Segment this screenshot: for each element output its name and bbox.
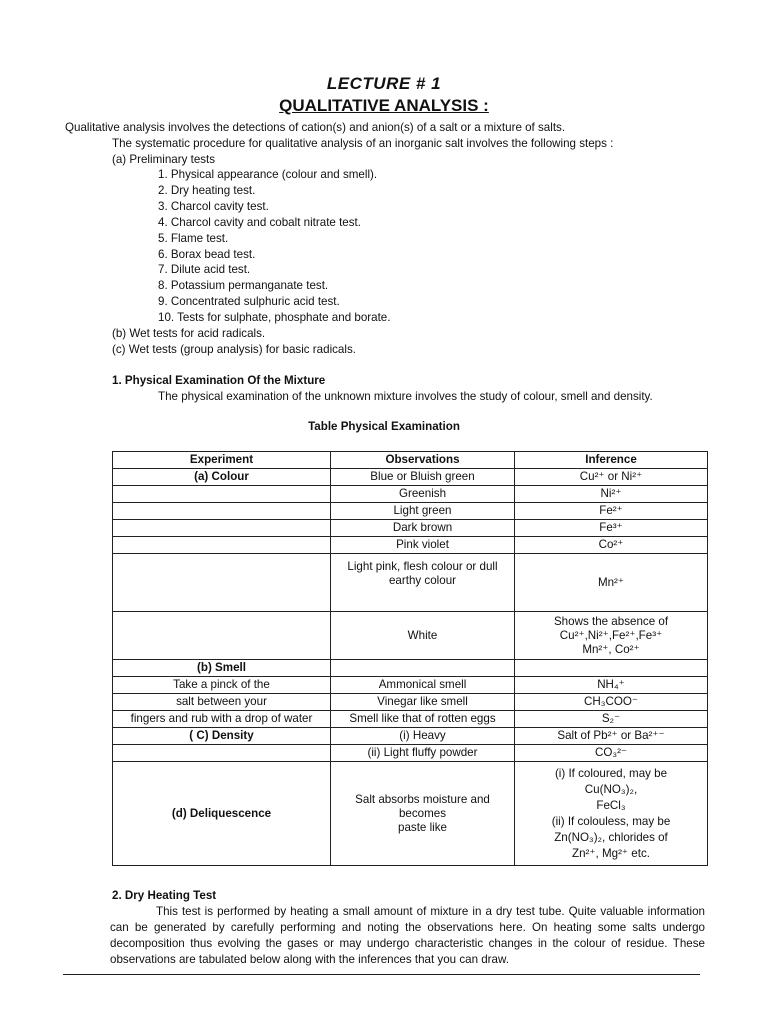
inf-cell: Fe²⁺: [515, 503, 708, 520]
step-item: 3. Charcol cavity test.: [158, 200, 269, 213]
inf-cell: CO₃²⁻: [515, 745, 708, 762]
absence-line: Shows the absence of: [553, 614, 669, 628]
wet-basic-label: (c) Wet tests (group analysis) for basic radicals.: [112, 343, 356, 356]
obs-cell: Smell like that of rotten eggs: [331, 711, 515, 728]
exp-cell: fingers and rub with a drop of water: [113, 711, 331, 728]
inf-cell: Cu²⁺ or Ni²⁺: [515, 469, 708, 486]
table-row: [113, 554, 708, 612]
section2-heading: 2. Dry Heating Test: [112, 889, 217, 902]
footer-rule: [63, 974, 700, 975]
obs-cell: [331, 762, 515, 866]
table-row: [113, 745, 708, 762]
obs-cell: Vinegar like smell: [331, 694, 515, 711]
table-row: [113, 486, 708, 503]
table-header-row: [113, 452, 708, 469]
obs-cell: Light green: [331, 503, 515, 520]
deliq-inf-line: Cu(NO₃)₂,: [584, 782, 638, 796]
table-title: Table Physical Examination: [308, 420, 460, 433]
table-row: [113, 537, 708, 554]
obs-cell: Ammonical smell: [331, 677, 515, 694]
deliq-obs-line: becomes: [398, 806, 447, 820]
table-row: [113, 728, 708, 745]
lecture-heading: LECTURE # 1: [326, 74, 442, 93]
inf-cell: Ni²⁺: [515, 486, 708, 503]
inf-cell: NH₄⁺: [515, 677, 708, 694]
intro-line-1: Qualitative analysis involves the detections of cation(s) and anion(s) of a salt or a mixture of salts.: [65, 121, 566, 134]
obs-cell: Pink violet: [331, 537, 515, 554]
inf-cell: [515, 612, 708, 660]
table-row: [113, 503, 708, 520]
section2-text: This test is performed by heating a small amount of mixture in a dry test tube. Quite valuable information can be generated by carefully performing and noting the observations here. On heating some salts undergo decomposition thus evolving the gases or may undergo characteristic changes in the colour of residue. These observations are tabulated below along with the inferences that you can draw.: [110, 905, 705, 966]
obs-cell: Dark brown: [331, 520, 515, 537]
step-item: 8. Potassium permanganate test.: [158, 279, 329, 292]
exp-cell: Take a pinck of the: [113, 677, 331, 694]
header-observations: Observations: [331, 452, 515, 469]
table-row: [113, 762, 708, 866]
obs-cell: Greenish: [331, 486, 515, 503]
obs-cell: White: [331, 612, 515, 660]
inf-cell: Mn²⁺: [515, 554, 708, 612]
deliq-inf-line: (ii) If colouless, may be: [551, 814, 671, 828]
step-item: 6. Borax bead test.: [158, 248, 256, 261]
inf-cell: [515, 762, 708, 866]
page-title: [0, 96, 768, 116]
inf-cell: Fe³⁺: [515, 520, 708, 537]
smell-label: (b) Smell: [113, 660, 331, 677]
table-row: [113, 612, 708, 660]
exp-cell: salt between your: [113, 694, 331, 711]
density-label: ( C) Density: [113, 728, 331, 745]
table-row: [113, 469, 708, 486]
deliq-obs-line: Salt absorbs moisture and: [355, 792, 490, 806]
inf-cell: S₂⁻: [515, 711, 708, 728]
colour-label: (a) Colour: [113, 469, 331, 486]
table-row: [113, 694, 708, 711]
table-row: [113, 520, 708, 537]
section1-text: The physical examination of the unknown mixture involves the study of colour, smell and density.: [158, 390, 653, 403]
table-row: [113, 677, 708, 694]
preliminary-tests-label: (a) Preliminary tests: [112, 153, 216, 166]
absence-line: Mn²⁺, Co²⁺: [582, 642, 640, 656]
deliq-inf-line: (i) If coloured, may be: [554, 766, 668, 780]
step-item: 10. Tests for sulphate, phosphate and borate.: [158, 311, 391, 324]
table-row: [113, 711, 708, 728]
page-title-text: QUALITATIVE ANALYSIS :: [279, 96, 489, 115]
section1-heading: 1. Physical Examination Of the Mixture: [112, 374, 326, 387]
deliq-inf-line: FeCl₃: [596, 798, 626, 812]
step-item: 9. Concentrated sulphuric acid test.: [158, 295, 340, 308]
inf-cell: Salt of Pb²⁺ or Ba²⁺⁻: [515, 728, 708, 745]
step-item: 7. Dilute acid test.: [158, 263, 251, 276]
obs-cell: Light pink, flesh colour or dull earthy colour: [331, 554, 515, 612]
deliq-obs-line: paste like: [398, 820, 447, 834]
deliquescence-label: (d) Deliquescence: [113, 762, 331, 866]
obs-cell: (ii) Light fluffy powder: [331, 745, 515, 762]
inf-cell: Co²⁺: [515, 537, 708, 554]
physical-examination-table: [112, 451, 708, 866]
step-item: 5. Flame test.: [158, 232, 229, 245]
obs-cell: (i) Heavy: [331, 728, 515, 745]
deliq-inf-line: Zn(NO₃)₂, chlorides of: [554, 830, 668, 844]
deliq-inf-line: Zn²⁺, Mg²⁺ etc.: [572, 846, 650, 860]
step-item: 2. Dry heating test.: [158, 184, 256, 197]
header-inference: Inference: [515, 452, 708, 469]
header-experiment: Experiment: [113, 452, 331, 469]
table-row: [113, 660, 708, 677]
obs-cell: Blue or Bluish green: [331, 469, 515, 486]
absence-line: Cu²⁺,Ni²⁺,Fe²⁺,Fe³⁺: [559, 628, 663, 642]
wet-acid-label: (b) Wet tests for acid radicals.: [112, 327, 266, 340]
inf-cell: CH₃COO⁻: [515, 694, 708, 711]
step-item: 1. Physical appearance (colour and smell).: [158, 168, 378, 181]
intro-line-2: The systematic procedure for qualitative analysis of an inorganic salt involves the following steps :: [112, 137, 614, 150]
step-item: 4. Charcol cavity and cobalt nitrate test.: [158, 216, 361, 229]
